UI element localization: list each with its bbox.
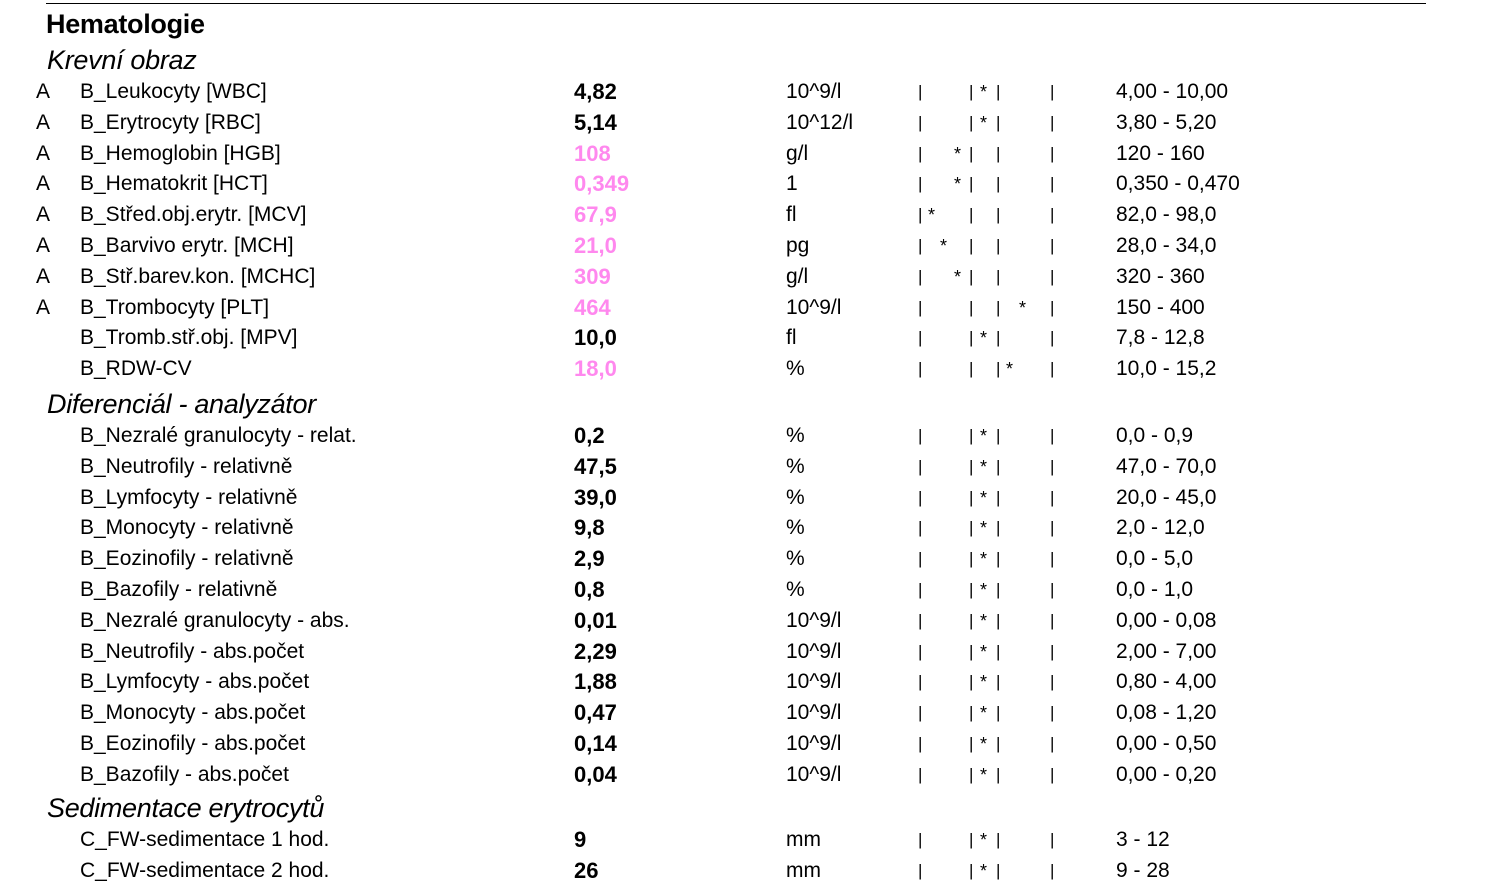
range-tick: | xyxy=(996,328,1001,348)
range-tick: | xyxy=(996,610,1001,630)
reference-range: 4,00 - 10,00 xyxy=(1116,80,1229,103)
test-name: B_Monocyty - relativně xyxy=(80,516,294,540)
test-name: B_RDW-CV xyxy=(80,357,192,381)
reference-range: 0,00 - 0,08 xyxy=(1116,608,1217,632)
range-tick: | xyxy=(918,205,923,225)
range-tick: | xyxy=(969,549,974,569)
range-marker: * xyxy=(980,703,988,724)
range-tick: | xyxy=(1050,518,1055,538)
result-flag: A xyxy=(36,203,51,227)
result-value: 47,5 xyxy=(574,453,617,479)
range-marker: * xyxy=(980,518,988,539)
range-tick: | xyxy=(969,456,974,476)
section-title: Sedimentace erytrocytů xyxy=(47,793,325,823)
reference-range: 82,0 - 98,0 xyxy=(1116,203,1217,227)
result-flag: A xyxy=(36,234,51,257)
range-indicator xyxy=(910,483,1070,513)
range-tick: | xyxy=(1050,610,1055,630)
result-value: 2,9 xyxy=(574,546,605,572)
result-row xyxy=(0,108,1488,138)
reference-range: 47,0 - 70,0 xyxy=(1116,454,1217,478)
range-tick: | xyxy=(969,82,974,101)
result-row xyxy=(0,200,1488,230)
range-indicator xyxy=(910,856,1070,886)
test-name: B_Tromb.stř.obj. [MPV] xyxy=(80,326,298,350)
result-unit: % xyxy=(786,454,805,478)
result-value: 0,349 xyxy=(574,171,630,197)
result-value: 9 xyxy=(574,827,587,852)
reference-range: 0,0 - 1,0 xyxy=(1116,578,1194,601)
result-value: 0,04 xyxy=(574,761,617,787)
range-tick: | xyxy=(1050,174,1055,194)
range-marker: * xyxy=(980,610,988,631)
result-value: 21,0 xyxy=(574,233,617,258)
range-marker: * xyxy=(980,580,988,600)
range-tick: | xyxy=(1050,456,1055,476)
range-indicator xyxy=(910,637,1070,667)
range-tick: | xyxy=(996,426,1001,445)
result-value: 2,29 xyxy=(574,638,617,664)
result-row xyxy=(0,77,1488,107)
reference-range: 7,8 - 12,8 xyxy=(1116,326,1205,350)
range-tick: | xyxy=(918,518,923,538)
range-indicator xyxy=(910,760,1070,790)
range-tick: | xyxy=(918,830,923,849)
result-unit: % xyxy=(786,547,805,571)
result-value: 0,47 xyxy=(574,700,617,726)
range-tick: | xyxy=(969,580,974,599)
reference-range: 150 - 400 xyxy=(1116,295,1205,319)
range-tick: | xyxy=(996,297,1001,317)
range-tick: | xyxy=(996,860,1001,880)
range-marker: * xyxy=(980,672,988,693)
result-flag: A xyxy=(36,110,51,134)
range-indicator xyxy=(910,825,1070,855)
result-unit: % xyxy=(786,357,805,381)
result-value: 0,8 xyxy=(574,577,605,602)
range-marker: * xyxy=(980,328,988,349)
range-tick: | xyxy=(918,143,923,163)
test-name: B_Bazofily - relativně xyxy=(80,578,278,601)
range-marker: * xyxy=(980,830,988,850)
result-unit: % xyxy=(786,578,805,601)
range-tick: | xyxy=(1050,359,1055,379)
result-row xyxy=(0,667,1488,697)
range-tick: | xyxy=(969,426,974,445)
range-tick: | xyxy=(996,236,1001,255)
range-tick: | xyxy=(996,456,1001,476)
reference-range: 3 - 12 xyxy=(1116,828,1170,851)
result-unit: % xyxy=(786,485,805,509)
reference-range: 0,0 - 0,9 xyxy=(1116,424,1194,447)
range-indicator xyxy=(910,606,1070,636)
range-tick: | xyxy=(1050,672,1055,692)
range-tick: | xyxy=(918,860,923,880)
range-tick: | xyxy=(969,830,974,849)
reference-range: 2,00 - 7,00 xyxy=(1116,639,1217,663)
reference-range: 10,0 - 15,2 xyxy=(1116,357,1217,381)
test-name: B_Monocyty - abs.počet xyxy=(80,701,306,725)
test-name: B_Hemoglobin [HGB] xyxy=(80,141,281,165)
range-tick: | xyxy=(1050,860,1055,880)
result-unit: 10^9/l xyxy=(786,639,842,663)
test-name: B_Leukocyty [WBC] xyxy=(80,80,267,103)
reference-range: 20,0 - 45,0 xyxy=(1116,485,1217,509)
range-tick: | xyxy=(996,205,1001,225)
range-marker: * xyxy=(980,764,988,785)
result-row xyxy=(0,452,1488,482)
range-tick: | xyxy=(969,860,974,880)
test-name: B_Nezralé granulocyty - relat. xyxy=(80,424,357,447)
range-tick: | xyxy=(1050,297,1055,317)
range-indicator xyxy=(910,323,1070,353)
range-tick: | xyxy=(969,143,974,163)
test-name: B_Lymfocyty - abs.počet xyxy=(80,670,310,694)
test-name: C_FW-sedimentace 2 hod. xyxy=(80,858,330,882)
range-marker: * xyxy=(980,112,988,133)
range-marker: * xyxy=(954,266,962,287)
range-tick: | xyxy=(1050,236,1055,255)
range-tick: | xyxy=(969,328,974,348)
range-indicator xyxy=(910,452,1070,482)
range-tick: | xyxy=(1050,82,1055,101)
range-tick: | xyxy=(918,764,923,784)
range-tick: | xyxy=(996,703,1001,723)
range-tick: | xyxy=(918,672,923,692)
result-row xyxy=(0,637,1488,667)
range-tick: | xyxy=(918,82,923,101)
range-tick: | xyxy=(918,610,923,630)
range-tick: | xyxy=(996,487,1001,507)
result-flag: A xyxy=(36,295,51,319)
range-marker: * xyxy=(980,641,988,662)
range-tick: | xyxy=(969,703,974,723)
section-title: Krevní obraz xyxy=(47,45,197,75)
range-indicator xyxy=(910,108,1070,138)
range-tick: | xyxy=(1050,426,1055,445)
range-tick: | xyxy=(996,143,1001,163)
test-name: B_Neutrofily - relativně xyxy=(80,454,293,478)
range-tick: | xyxy=(996,266,1001,286)
reference-range: 0,00 - 0,50 xyxy=(1116,732,1217,755)
result-flag: A xyxy=(36,264,51,288)
result-value: 0,2 xyxy=(574,423,605,448)
page-title: Hematologie xyxy=(46,9,205,39)
range-indicator xyxy=(910,698,1070,728)
range-tick: | xyxy=(996,82,1001,101)
result-flag: A xyxy=(36,80,51,103)
range-tick: | xyxy=(918,297,923,317)
result-value: 67,9 xyxy=(574,202,617,228)
top-rule xyxy=(46,3,1426,4)
range-tick: | xyxy=(918,174,923,194)
range-tick: | xyxy=(918,456,923,476)
range-tick: | xyxy=(1050,580,1055,599)
result-unit: % xyxy=(786,516,805,540)
range-tick: | xyxy=(918,236,923,255)
range-tick: | xyxy=(918,426,923,445)
result-unit: mm xyxy=(786,828,821,851)
range-indicator xyxy=(910,77,1070,107)
result-unit: 10^12/l xyxy=(786,110,854,134)
reference-range: 120 - 160 xyxy=(1116,141,1205,165)
range-tick: | xyxy=(996,830,1001,849)
result-row xyxy=(0,544,1488,574)
range-tick: | xyxy=(918,703,923,723)
result-row xyxy=(0,262,1488,292)
range-indicator xyxy=(910,169,1070,199)
range-tick: | xyxy=(969,297,974,317)
result-row xyxy=(0,169,1488,199)
result-row xyxy=(0,698,1488,728)
test-name: B_Erytrocyty [RBC] xyxy=(80,110,261,134)
range-indicator xyxy=(910,293,1070,323)
result-value: 10,0 xyxy=(574,325,617,351)
range-tick: | xyxy=(918,266,923,286)
range-marker: * xyxy=(980,734,988,754)
result-value: 0,14 xyxy=(574,731,617,756)
result-value: 18,0 xyxy=(574,356,617,382)
test-name: B_Neutrofily - abs.počet xyxy=(80,639,305,663)
range-tick: | xyxy=(996,734,1001,753)
range-tick: | xyxy=(969,518,974,538)
range-tick: | xyxy=(1050,764,1055,784)
result-row xyxy=(0,856,1488,886)
result-value: 1,88 xyxy=(574,669,617,695)
result-unit: 10^9/l xyxy=(786,701,842,725)
result-value: 464 xyxy=(574,294,611,320)
result-row xyxy=(0,354,1488,384)
range-tick: | xyxy=(969,112,974,132)
reference-range: 0,350 - 0,470 xyxy=(1116,172,1240,196)
range-tick: | xyxy=(969,266,974,286)
range-tick: | xyxy=(918,641,923,661)
test-name: B_Hematokrit [HCT] xyxy=(80,172,268,196)
range-tick: | xyxy=(1050,143,1055,163)
range-tick: | xyxy=(918,487,923,507)
range-tick: | xyxy=(1050,830,1055,849)
range-tick: | xyxy=(1050,112,1055,132)
range-marker: * xyxy=(980,426,988,446)
range-indicator xyxy=(910,354,1070,384)
range-indicator xyxy=(910,200,1070,230)
range-tick: | xyxy=(996,641,1001,661)
result-unit: 10^9/l xyxy=(786,608,842,632)
reference-range: 2,0 - 12,0 xyxy=(1116,516,1205,540)
range-tick: | xyxy=(996,549,1001,569)
range-indicator xyxy=(910,667,1070,697)
range-tick: | xyxy=(1050,734,1055,753)
range-tick: | xyxy=(918,734,923,753)
range-marker: * xyxy=(980,549,988,570)
range-tick: | xyxy=(996,359,1001,379)
reference-range: 0,00 - 0,20 xyxy=(1116,762,1217,786)
range-indicator xyxy=(910,513,1070,543)
test-name: B_Eozinofily - abs.počet xyxy=(80,732,306,755)
range-tick: | xyxy=(918,580,923,599)
result-unit: 10^9/l xyxy=(786,80,842,103)
result-row xyxy=(0,139,1488,169)
result-unit: 1 xyxy=(786,172,798,196)
result-value: 309 xyxy=(574,263,611,289)
result-flag: A xyxy=(36,141,51,165)
result-row xyxy=(0,323,1488,353)
range-marker: * xyxy=(1019,297,1027,318)
reference-range: 9 - 28 xyxy=(1116,858,1170,882)
range-tick: | xyxy=(1050,703,1055,723)
result-unit: % xyxy=(786,424,805,447)
range-marker: * xyxy=(980,487,988,508)
reference-range: 320 - 360 xyxy=(1116,264,1205,288)
test-name: B_Stř.barev.kon. [MCHC] xyxy=(80,264,316,288)
reference-range: 0,80 - 4,00 xyxy=(1116,670,1217,694)
test-name: B_Střed.obj.erytr. [MCV] xyxy=(80,203,307,227)
result-row xyxy=(0,231,1488,261)
range-tick: | xyxy=(996,112,1001,132)
range-tick: | xyxy=(969,764,974,784)
range-marker: * xyxy=(980,82,988,102)
result-unit: fl xyxy=(786,203,797,227)
range-tick: | xyxy=(918,359,923,379)
result-row xyxy=(0,606,1488,636)
result-row xyxy=(0,513,1488,543)
result-value: 0,01 xyxy=(574,607,617,633)
result-unit: 10^9/l xyxy=(786,762,842,786)
result-unit: 10^9/l xyxy=(786,295,842,319)
reference-range: 3,80 - 5,20 xyxy=(1116,110,1217,134)
range-tick: | xyxy=(996,174,1001,194)
range-marker: * xyxy=(928,205,936,226)
range-tick: | xyxy=(996,518,1001,538)
result-unit: g/l xyxy=(786,264,809,288)
range-tick: | xyxy=(1050,549,1055,569)
result-value: 9,8 xyxy=(574,515,605,541)
range-tick: | xyxy=(969,359,974,379)
range-marker: * xyxy=(980,860,988,881)
range-tick: | xyxy=(969,610,974,630)
result-row xyxy=(0,483,1488,513)
range-indicator xyxy=(910,729,1070,759)
result-value: 26 xyxy=(574,857,599,883)
range-tick: | xyxy=(1050,328,1055,348)
range-tick: | xyxy=(996,580,1001,599)
result-unit: g/l xyxy=(786,141,809,165)
section-title: Diferenciál - analyzátor xyxy=(47,389,316,419)
result-unit: pg xyxy=(786,234,810,257)
range-tick: | xyxy=(969,205,974,225)
result-row xyxy=(0,575,1488,605)
range-marker: * xyxy=(940,236,948,256)
test-name: B_Barvivo erytr. [MCH] xyxy=(80,234,294,257)
test-name: B_Nezralé granulocyty - abs. xyxy=(80,608,350,632)
range-tick: | xyxy=(969,174,974,194)
range-tick: | xyxy=(1050,205,1055,225)
range-tick: | xyxy=(1050,487,1055,507)
range-marker: * xyxy=(954,174,962,195)
range-tick: | xyxy=(918,112,923,132)
range-marker: * xyxy=(1006,359,1014,380)
result-unit: mm xyxy=(786,858,821,882)
result-unit: 10^9/l xyxy=(786,732,842,755)
range-indicator xyxy=(910,575,1070,605)
test-name: B_Trombocyty [PLT] xyxy=(80,295,270,319)
range-tick: | xyxy=(1050,641,1055,661)
result-value: 5,14 xyxy=(574,109,617,135)
range-tick: | xyxy=(969,236,974,255)
reference-range: 0,0 - 5,0 xyxy=(1116,547,1194,571)
range-tick: | xyxy=(918,549,923,569)
test-name: B_Eozinofily - relativně xyxy=(80,547,294,571)
range-indicator xyxy=(910,231,1070,261)
range-indicator xyxy=(910,544,1070,574)
range-indicator xyxy=(910,139,1070,169)
result-row xyxy=(0,293,1488,323)
range-tick: | xyxy=(996,764,1001,784)
test-name: B_Lymfocyty - relativně xyxy=(80,485,298,509)
range-marker: * xyxy=(980,456,988,477)
test-name: B_Bazofily - abs.počet xyxy=(80,762,289,786)
result-unit: 10^9/l xyxy=(786,670,842,694)
result-value: 4,82 xyxy=(574,79,617,104)
range-tick: | xyxy=(969,672,974,692)
range-tick: | xyxy=(969,641,974,661)
reference-range: 0,08 - 1,20 xyxy=(1116,701,1217,725)
result-flag: A xyxy=(36,172,51,196)
range-tick: | xyxy=(969,487,974,507)
result-row xyxy=(0,760,1488,790)
result-row xyxy=(0,825,1488,855)
result-value: 39,0 xyxy=(574,484,617,510)
result-unit: fl xyxy=(786,326,797,350)
range-tick: | xyxy=(996,672,1001,692)
range-tick: | xyxy=(969,734,974,753)
range-tick: | xyxy=(1050,266,1055,286)
result-value: 108 xyxy=(574,140,611,166)
result-row xyxy=(0,421,1488,451)
result-row xyxy=(0,729,1488,759)
reference-range: 28,0 - 34,0 xyxy=(1116,234,1217,257)
range-indicator xyxy=(910,262,1070,292)
test-name: C_FW-sedimentace 1 hod. xyxy=(80,828,330,851)
range-tick: | xyxy=(918,328,923,348)
range-indicator xyxy=(910,421,1070,451)
range-marker: * xyxy=(954,143,962,164)
